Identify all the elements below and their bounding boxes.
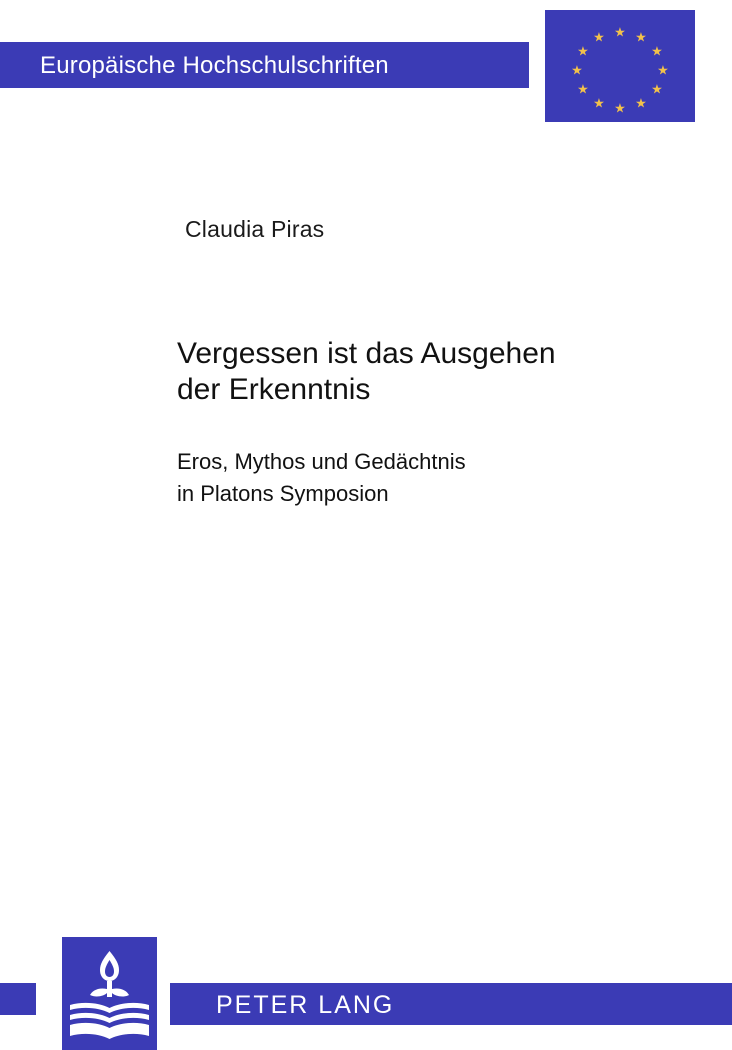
eu-star: ★ xyxy=(651,43,663,59)
series-title: Europäische Hochschulschriften xyxy=(40,52,389,79)
eu-star: ★ xyxy=(593,95,605,111)
bottom-left-accent-bar xyxy=(0,983,36,1015)
eu-star: ★ xyxy=(593,29,605,45)
book-title xyxy=(177,336,677,408)
eu-star: ★ xyxy=(577,81,589,97)
book-title-line-2: der Erkenntnis xyxy=(177,373,371,406)
series-banner xyxy=(0,42,529,88)
publisher-logo-icon xyxy=(62,937,157,1050)
publisher-name: PETER LANG xyxy=(216,991,395,1019)
eu-star: ★ xyxy=(657,62,669,78)
eu-star: ★ xyxy=(571,62,583,78)
author-name: Claudia Piras xyxy=(185,216,325,242)
publisher-banner xyxy=(170,983,732,1025)
eu-star: ★ xyxy=(651,81,663,97)
eu-star: ★ xyxy=(614,24,626,40)
book-subtitle xyxy=(177,446,657,510)
eu-star: ★ xyxy=(614,100,626,116)
eu-star: ★ xyxy=(577,43,589,59)
book-title-line-1: Vergessen ist das Ausgehen xyxy=(177,337,556,370)
eu-star: ★ xyxy=(635,29,647,45)
eu-star: ★ xyxy=(635,95,647,111)
book-subtitle-line-1: Eros, Mythos und Gedächtnis xyxy=(177,449,466,474)
book-subtitle-line-2: in Platons Symposion xyxy=(177,481,389,506)
european-union-flag-icon xyxy=(545,10,695,122)
